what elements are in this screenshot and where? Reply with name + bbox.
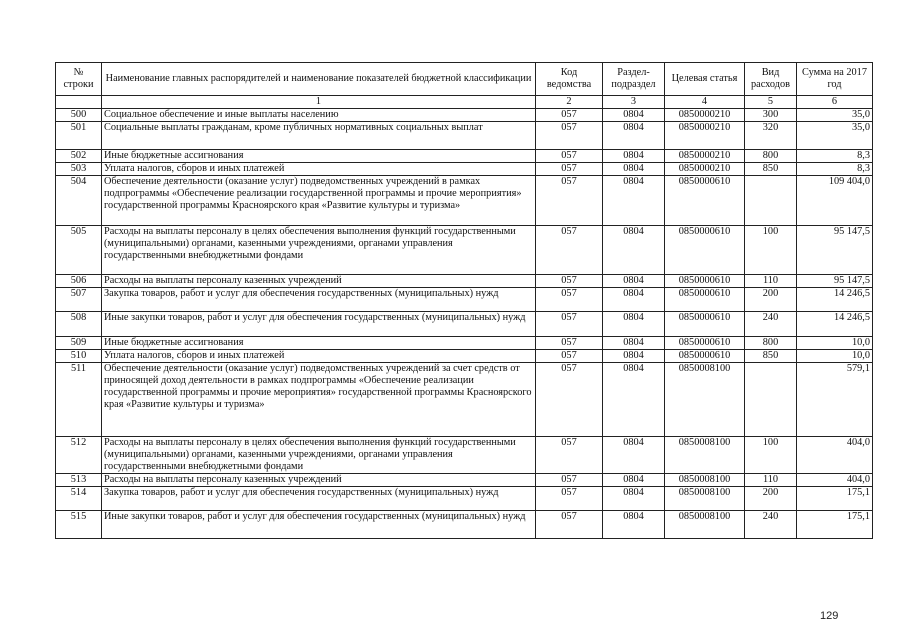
row-number: 503: [56, 163, 102, 176]
row-amount: 404,0: [797, 474, 873, 487]
header-target-item: Целевая статья: [665, 63, 745, 96]
row-target-item: 0850008100: [665, 474, 745, 487]
row-section: 0804: [603, 109, 665, 122]
row-department-code: 057: [536, 437, 603, 474]
table-row: [56, 150, 873, 163]
row-amount: 8,3: [797, 163, 873, 176]
col-index-6: 6: [797, 96, 873, 109]
row-department-code: 057: [536, 109, 603, 122]
row-section: 0804: [603, 487, 665, 511]
row-number: 508: [56, 312, 102, 337]
row-name: Социальное обеспечение и иные выплаты населению: [102, 109, 536, 122]
table-row: [56, 122, 873, 150]
row-department-code: 057: [536, 226, 603, 275]
row-expense-type: 850: [745, 163, 797, 176]
row-expense-type: 240: [745, 511, 797, 539]
col-index-2: 2: [536, 96, 603, 109]
row-target-item: 0850008100: [665, 437, 745, 474]
row-expense-type: [745, 363, 797, 437]
page-number: 129: [820, 610, 839, 622]
row-target-item: 0850000610: [665, 312, 745, 337]
row-target-item: 0850000610: [665, 350, 745, 363]
table-row: [56, 226, 873, 275]
table-row: [56, 511, 873, 539]
row-section: 0804: [603, 437, 665, 474]
header-name: Наименование главных распорядителей и наименование показателей бюджетной классификации: [102, 63, 536, 96]
row-department-code: 057: [536, 474, 603, 487]
row-number: 506: [56, 275, 102, 288]
row-name: Социальные выплаты гражданам, кроме публичных нормативных социальных выплат: [102, 122, 536, 150]
row-target-item: 0850000610: [665, 288, 745, 312]
row-name: Расходы на выплаты персоналу казенных учреждений: [102, 474, 536, 487]
table-row: [56, 487, 873, 511]
row-section: 0804: [603, 363, 665, 437]
row-target-item: 0850000210: [665, 122, 745, 150]
row-name: Иные бюджетные ассигнования: [102, 150, 536, 163]
row-expense-type: 110: [745, 474, 797, 487]
row-amount: 175,1: [797, 511, 873, 539]
table-row: [56, 350, 873, 363]
row-number: 511: [56, 363, 102, 437]
row-name: Закупка товаров, работ и услуг для обеспечения государственных (муниципальных) нужд: [102, 288, 536, 312]
row-expense-type: 240: [745, 312, 797, 337]
row-amount: 95 147,5: [797, 275, 873, 288]
row-name: Расходы на выплаты персоналу в целях обеспечения выполнения функций государственными (муниципальными) органами, казенными учреждениями, органами управления государственными внебюджетными фондами: [102, 437, 536, 474]
row-section: 0804: [603, 163, 665, 176]
row-expense-type: 320: [745, 122, 797, 150]
row-section: 0804: [603, 288, 665, 312]
col-index-4: 4: [665, 96, 745, 109]
row-name: Иные бюджетные ассигнования: [102, 337, 536, 350]
row-target-item: 0850008100: [665, 487, 745, 511]
table-row: [56, 109, 873, 122]
row-number: 501: [56, 122, 102, 150]
table-row: [56, 474, 873, 487]
row-department-code: 057: [536, 337, 603, 350]
row-expense-type: 800: [745, 150, 797, 163]
row-section: 0804: [603, 350, 665, 363]
header-row-number: № строки: [56, 63, 102, 96]
row-department-code: 057: [536, 363, 603, 437]
row-section: 0804: [603, 474, 665, 487]
row-name: Расходы на выплаты персоналу в целях обеспечения выполнения функций государственными (муниципальными) органами, казенными учреждениями, органами управления государственными внебюджетными фондами: [102, 226, 536, 275]
row-target-item: 0850000610: [665, 337, 745, 350]
header-section: Раздел-подраздел: [603, 63, 665, 96]
table-row: [56, 337, 873, 350]
row-amount: 35,0: [797, 122, 873, 150]
row-expense-type: 300: [745, 109, 797, 122]
row-expense-type: 100: [745, 437, 797, 474]
row-section: 0804: [603, 337, 665, 350]
row-amount: 10,0: [797, 350, 873, 363]
row-target-item: 0850000210: [665, 150, 745, 163]
row-department-code: 057: [536, 176, 603, 226]
row-name: Расходы на выплаты персоналу казенных учреждений: [102, 275, 536, 288]
row-target-item: 0850000610: [665, 176, 745, 226]
row-department-code: 057: [536, 150, 603, 163]
row-amount: 175,1: [797, 487, 873, 511]
row-department-code: 057: [536, 122, 603, 150]
header-department-code: Код ведомства: [536, 63, 603, 96]
row-expense-type: 200: [745, 288, 797, 312]
row-amount: 109 404,0: [797, 176, 873, 226]
row-section: 0804: [603, 312, 665, 337]
row-number: 504: [56, 176, 102, 226]
row-amount: 579,1: [797, 363, 873, 437]
header-expense-type: Вид расходов: [745, 63, 797, 96]
row-section: 0804: [603, 511, 665, 539]
row-number: 500: [56, 109, 102, 122]
row-target-item: 0850008100: [665, 363, 745, 437]
row-expense-type: [745, 176, 797, 226]
row-department-code: 057: [536, 275, 603, 288]
table-row: [56, 363, 873, 437]
table-row: [56, 163, 873, 176]
row-number: 514: [56, 487, 102, 511]
row-amount: 14 246,5: [797, 288, 873, 312]
row-amount: 8,3: [797, 150, 873, 163]
row-department-code: 057: [536, 288, 603, 312]
row-section: 0804: [603, 176, 665, 226]
row-number: 513: [56, 474, 102, 487]
table-row: [56, 437, 873, 474]
row-section: 0804: [603, 226, 665, 275]
row-department-code: 057: [536, 163, 603, 176]
row-expense-type: 800: [745, 337, 797, 350]
row-name: Обеспечение деятельности (оказание услуг) подведомственных учреждений в рамках подпрограммы «Обеспечение реализации государственной программы и прочие мероприятия» государственной программы Красноярского края «Развитие культуры и туризма»: [102, 176, 536, 226]
row-expense-type: 110: [745, 275, 797, 288]
row-department-code: 057: [536, 511, 603, 539]
table-row: [56, 312, 873, 337]
row-number: 515: [56, 511, 102, 539]
row-name: Обеспечение деятельности (оказание услуг) подведомственных учреждений за счет средств от приносящей доход деятельности в рамках подпрограммы «Обеспечение реализации государственной программы и прочие мероприятия» государственной программы Красноярского края «Развитие культуры и туризма»: [102, 363, 536, 437]
row-department-code: 057: [536, 312, 603, 337]
row-target-item: 0850008100: [665, 511, 745, 539]
row-name: Уплата налогов, сборов и иных платежей: [102, 350, 536, 363]
table-row: [56, 275, 873, 288]
row-expense-type: 850: [745, 350, 797, 363]
row-section: 0804: [603, 122, 665, 150]
row-name: Уплата налогов, сборов и иных платежей: [102, 163, 536, 176]
budget-table: [55, 62, 873, 539]
row-name: Иные закупки товаров, работ и услуг для обеспечения государственных (муниципальных) нужд: [102, 511, 536, 539]
row-section: 0804: [603, 275, 665, 288]
table-row: [56, 288, 873, 312]
row-number: 502: [56, 150, 102, 163]
row-number: 505: [56, 226, 102, 275]
col-index-5: 5: [745, 96, 797, 109]
row-target-item: 0850000610: [665, 226, 745, 275]
row-name: Иные закупки товаров, работ и услуг для обеспечения государственных (муниципальных) нужд: [102, 312, 536, 337]
row-amount: 10,0: [797, 337, 873, 350]
col-index-0: [56, 96, 102, 109]
col-index-3: 3: [603, 96, 665, 109]
table-body: [56, 109, 873, 539]
row-expense-type: 100: [745, 226, 797, 275]
row-target-item: 0850000610: [665, 275, 745, 288]
row-expense-type: 200: [745, 487, 797, 511]
row-target-item: 0850000210: [665, 109, 745, 122]
row-amount: 35,0: [797, 109, 873, 122]
header-amount: Сумма на 2017 год: [797, 63, 873, 96]
row-amount: 404,0: [797, 437, 873, 474]
budget-table-sheet: [55, 62, 872, 539]
row-name: Закупка товаров, работ и услуг для обеспечения государственных (муниципальных) нужд: [102, 487, 536, 511]
row-target-item: 0850000210: [665, 163, 745, 176]
col-index-1: 1: [102, 96, 536, 109]
row-number: 507: [56, 288, 102, 312]
row-number: 512: [56, 437, 102, 474]
row-number: 509: [56, 337, 102, 350]
table-row: [56, 176, 873, 226]
row-number: 510: [56, 350, 102, 363]
row-department-code: 057: [536, 487, 603, 511]
row-section: 0804: [603, 150, 665, 163]
row-amount: 95 147,5: [797, 226, 873, 275]
row-amount: 14 246,5: [797, 312, 873, 337]
row-department-code: 057: [536, 350, 603, 363]
